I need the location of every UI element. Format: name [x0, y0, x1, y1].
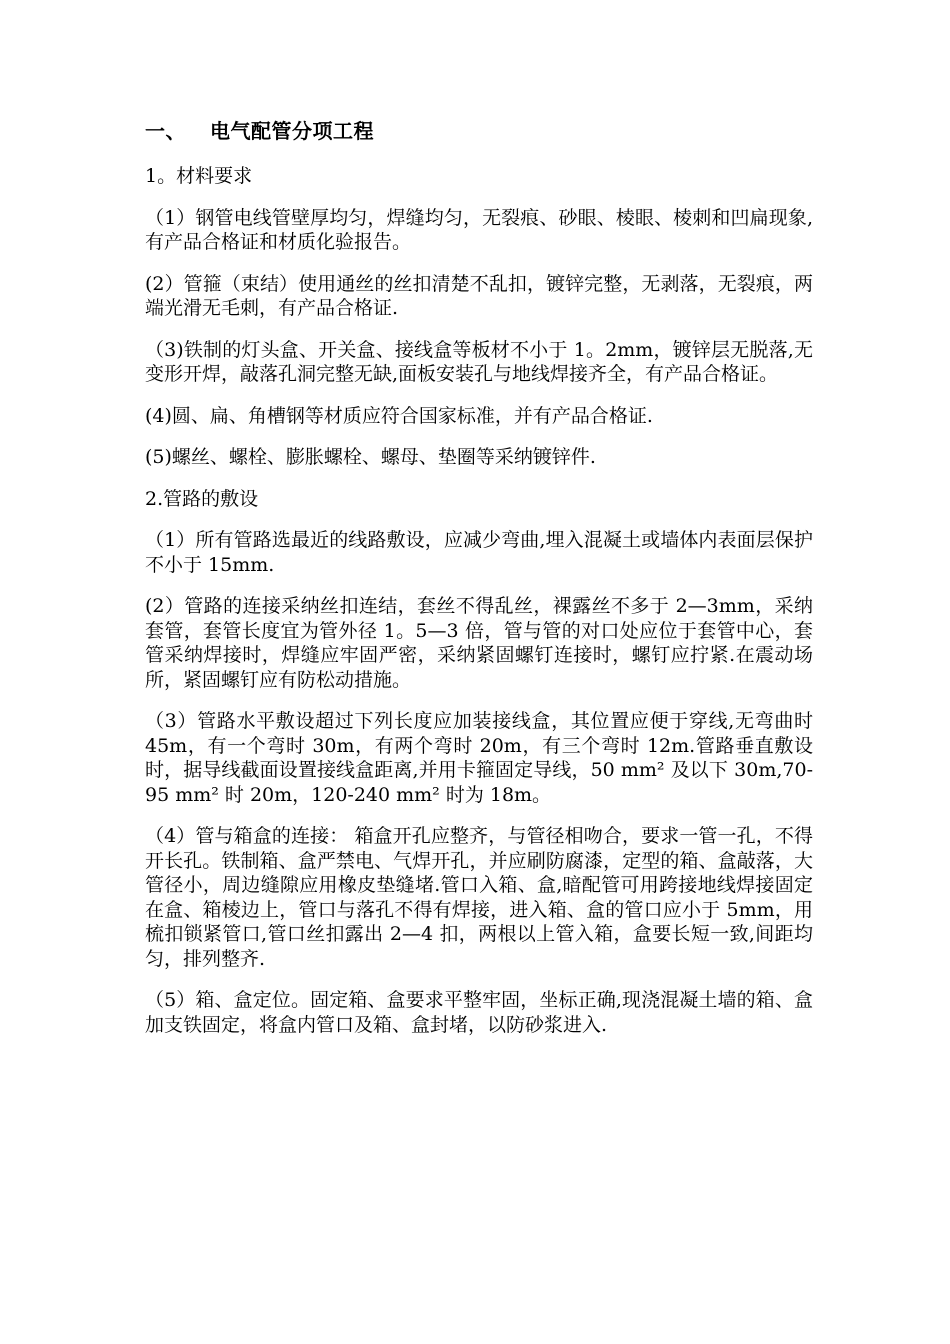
section-number: 一、 [145, 119, 186, 143]
paragraph-fasteners: (5)螺丝、螺栓、膨胀螺栓、螺母、垫圈等采纳镀锌件. [145, 446, 596, 468]
paragraph-connection: (2）管路的连接采纳丝扣连结，套丝不得乱丝，裸露丝不多于 2—3mm，采纳套管，套管长度宜为管外径 1。5—3 倍，管与管的对口处应位于套管中心，套管采纳焊接时，焊缝应牢固严密，采纳紧固螺钉连接时，螺钉应拧紧.在震动场所，紧固螺钉应有防松动措施。 [145, 595, 813, 691]
section-title: 电气配管分项工程 [210, 119, 374, 143]
paragraph-steel-conduit: （1）钢管电线管壁厚均匀，焊缝均匀，无裂痕、砂眼、棱眼、棱刺和凹扁现象,有产品合格证和材质化验报告。 [145, 206, 813, 253]
paragraph-steel-profiles: (4)圆、扁、角槽钢等材质应符合国家标准，并有产品合格证. [145, 404, 653, 427]
subsection-title-materials: 1。材料要求 [145, 165, 253, 187]
subsection-title-laying: 2.管路的敷设 [145, 487, 259, 510]
paragraph-junction-boxes: （3）管路水平敷设超过下列长度应加装接线盒，其位置应便于穿线,无弯曲时 45m，有一个弯时 30m，有两个弯时 20m，有三个弯时 12m.管路垂直敷设时，据导线截面设置接线盒距离,并用卡箍固定导线，50 mm² 及以下 30m,70-95 mm² 时 20m，120-240 mm² 时为 18m。 [145, 710, 813, 806]
paragraph-box-positioning: （5）箱、盒定位。固定箱、盒要求平整牢固，坐标正确,现浇混凝土墙的箱、盒加支铁固定，将盒内管口及箱、盒封堵，以防砂浆进入. [145, 989, 813, 1036]
section-heading [145, 118, 813, 144]
paragraph-boxes: （3)铁制的灯头盒、开关盒、接线盒等板材不小于 1。2mm，镀锌层无脱落,无变形开焊，敲落孔洞完整无缺,面板安装孔与地线焊接齐全，有产品合格证。 [145, 338, 813, 385]
paragraph-box-connection: （4）管与箱盒的连接： 箱盒开孔应整齐，与管径相吻合，要求一管一孔，不得开长孔。铁制箱、盒严禁电、气焊开孔，并应刷防腐漆，定型的箱、盒敲落，大管径小，周边缝隙应用橡皮垫缝堵.管口入箱、盒,暗配管可用跨接地线焊接固定在盒、箱棱边上，管口与落孔不得有焊接，进入箱、盒的管口应小于 5mm，用梳扣锁紧管口,管口丝扣露出 2—4 扣，两根以上管入箱，盒要长短一致,间距均匀，排列整齐. [145, 825, 813, 970]
paragraph-pipe-coupling: (2）管箍（束结）使用通丝的丝扣清楚不乱扣，镀锌完整，无剥落，无裂痕，两端光滑无毛刺，有产品合格证. [145, 272, 813, 319]
paragraph-route: （1）所有管路选最近的线路敷设，应减少弯曲,埋入混凝土或墙体内表面层保护不小于 15mm. [145, 529, 813, 576]
document-page [145, 118, 813, 1054]
